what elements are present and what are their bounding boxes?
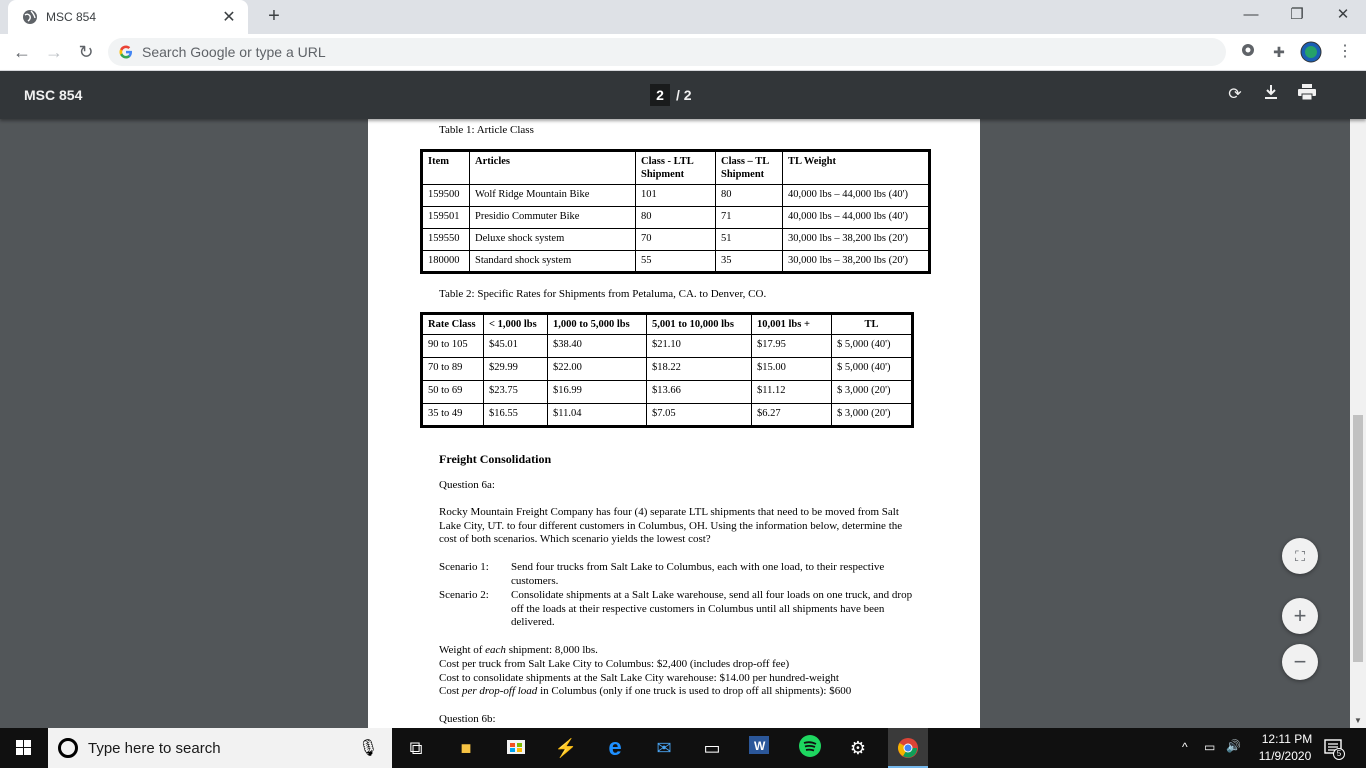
google-icon <box>118 44 134 60</box>
table1-caption: Table 1: Article Class <box>439 124 534 136</box>
table-cell: $11.12 <box>752 381 832 404</box>
table-cell: $15.00 <box>752 358 832 381</box>
clock-date[interactable]: 11/9/2020 <box>1258 749 1312 763</box>
dropoff-pre: Cost <box>439 685 462 697</box>
table-header-cell: 1,000 to 5,000 lbs <box>548 314 647 335</box>
mic-icon[interactable]: 🎙 <box>358 740 379 757</box>
scroll-thumb[interactable] <box>1353 415 1363 662</box>
table-header-cell: Rate Class <box>422 314 484 335</box>
windows-taskbar <box>0 728 1366 768</box>
table-cell: 101 <box>636 185 716 207</box>
table-row <box>422 358 913 381</box>
table-cell: Wolf Ridge Mountain Bike <box>470 185 636 207</box>
scroll-down-icon[interactable]: ▼ <box>1354 716 1362 725</box>
word-icon[interactable] <box>745 734 773 762</box>
dropoff-em: per drop-off load <box>461 685 538 697</box>
question-6b-label: Question 6b: <box>439 713 496 725</box>
table-header-cell: Class - LTL Shipment <box>636 151 716 185</box>
table-cell: $18.22 <box>647 358 752 381</box>
mail-icon[interactable]: ✉ <box>656 738 672 758</box>
table-row <box>422 404 913 427</box>
notification-count: 5 <box>1333 748 1345 760</box>
clock-time[interactable]: 12:11 PM <box>1261 732 1313 746</box>
browser-tab[interactable] <box>8 0 248 34</box>
scenario-2-text: Consolidate shipments at a Salt Lake warehouse, send all four loads on one truck, and drop off the loads at their respective customers in Columbus until all shipments have been delivered. <box>511 589 913 629</box>
tray-chevron-icon[interactable]: ^ <box>1182 740 1188 754</box>
download-icon[interactable] <box>1260 84 1282 106</box>
table-cell: 40,000 lbs – 44,000 lbs (40') <box>783 207 930 229</box>
table-cell: 159550 <box>422 229 470 251</box>
table-row <box>422 335 913 358</box>
weight-pre: Weight of <box>439 644 486 656</box>
table-cell: $ 5,000 (40') <box>832 335 913 358</box>
pdf-viewer[interactable] <box>0 119 1350 728</box>
table-cell: $21.10 <box>647 335 752 358</box>
edge-icon[interactable]: e <box>608 734 622 761</box>
zoom-in-icon[interactable]: + <box>1282 598 1318 634</box>
table-header-cell: Class – TL Shipment <box>716 151 783 185</box>
table-cell: $13.66 <box>647 381 752 404</box>
tab-title: MSC 854 <box>46 10 97 24</box>
table-header-cell: TL <box>832 314 913 335</box>
table-row <box>422 185 930 207</box>
table-cell: 70 to 89 <box>422 358 484 381</box>
rotate-icon[interactable]: ⟳ <box>1228 86 1242 103</box>
table-header-cell: 10,001 lbs + <box>752 314 832 335</box>
pdf-page <box>368 119 980 728</box>
table-cell: $38.40 <box>548 335 647 358</box>
table-cell: $ 5,000 (40') <box>832 358 913 381</box>
scenario-2-label: Scenario 2: <box>439 589 489 601</box>
table-cell: 30,000 lbs – 38,200 lbs (20') <box>783 229 930 251</box>
table-cell: 70 <box>636 229 716 251</box>
windows-start-icon[interactable] <box>0 728 48 768</box>
table-cell: $ 3,000 (20') <box>832 381 913 404</box>
table-cell: 90 to 105 <box>422 335 484 358</box>
pdf-title: MSC 854 <box>24 87 83 103</box>
table-cell: 50 to 69 <box>422 381 484 404</box>
table-row <box>422 251 930 273</box>
table-cell: $45.01 <box>484 335 548 358</box>
table-cell: 80 <box>716 185 783 207</box>
globe-icon <box>22 9 38 25</box>
table-cell: 30,000 lbs – 38,200 lbs (20') <box>783 251 930 273</box>
battery-icon[interactable]: ▭ <box>1204 740 1216 754</box>
new-tab-button[interactable]: + <box>268 5 280 27</box>
table-cell: $17.95 <box>752 335 832 358</box>
table-cell: $7.05 <box>647 404 752 427</box>
shipment-weight <box>439 644 959 658</box>
volume-icon[interactable]: 🔊 <box>1226 739 1241 753</box>
table-row <box>422 151 930 185</box>
file-explorer-icon[interactable]: ■ <box>460 738 472 758</box>
table-header-cell: Item <box>422 151 470 185</box>
scenario-1-label: Scenario 1: <box>439 561 489 573</box>
table-cell: 180000 <box>422 251 470 273</box>
minimize-button[interactable]: — <box>1243 6 1259 23</box>
kebab-menu-icon[interactable]: ⋮ <box>1337 43 1353 60</box>
table-header-cell: Articles <box>470 151 636 185</box>
puzzle-icon[interactable]: ✚ <box>1273 44 1285 60</box>
pdf-toolbar <box>0 71 1366 119</box>
table-row <box>422 229 930 251</box>
cost-dropoff <box>439 685 959 699</box>
vertical-scrollbar[interactable] <box>1350 71 1366 728</box>
table-row <box>422 381 913 404</box>
table-cell: 71 <box>716 207 783 229</box>
zoom-out-icon[interactable]: − <box>1282 644 1318 680</box>
print-icon[interactable] <box>1296 84 1318 106</box>
table-cell: $23.75 <box>484 381 548 404</box>
cost-per-truck: Cost per truck from Salt Lake City to Columbus: $2,400 (includes drop-off fee) <box>439 658 790 670</box>
table-cell: 55 <box>636 251 716 273</box>
scenario-1-text: Send four trucks from Salt Lake to Columbus, each with one load, to their respective customers. <box>511 561 885 587</box>
taskbar-search[interactable] <box>48 728 392 768</box>
table-cell: Presidio Commuter Bike <box>470 207 636 229</box>
settings-icon[interactable]: ⚙ <box>849 738 867 758</box>
table-cell: $16.99 <box>548 381 647 404</box>
table-cell: $ 3,000 (20') <box>832 404 913 427</box>
spotify-icon[interactable] <box>796 734 824 762</box>
question-6a-text: Rocky Mountain Freight Company has four (4) separate LTL shipments that need to be moved from Salt Lake City, UT. to four different customers in Columbus, OH. Using the information below, determine the cost of both scenarios. Which scenario yields the lowest cost? <box>439 506 903 546</box>
page-total: / 2 <box>676 87 692 103</box>
restore-button[interactable]: ❐ <box>1290 6 1304 23</box>
table-cell: $11.04 <box>548 404 647 427</box>
table-cell: 35 to 49 <box>422 404 484 427</box>
taskbar-search-input[interactable] <box>88 740 358 757</box>
task-view-icon[interactable]: ⧉ <box>409 738 423 758</box>
tab-strip <box>0 0 1366 34</box>
rates-table <box>420 312 914 428</box>
extension-icon[interactable] <box>1237 41 1259 63</box>
table2-caption: Table 2: Specific Rates for Shipments from Petaluma, CA. to Denver, CO. <box>439 288 767 300</box>
fit-page-icon[interactable]: ⛶ <box>1282 538 1318 574</box>
back-arrow-icon[interactable]: ← <box>13 42 31 62</box>
table-row <box>422 207 930 229</box>
tab-close-icon[interactable]: ✕ <box>222 9 236 26</box>
table-cell: Deluxe shock system <box>470 229 636 251</box>
reload-icon[interactable]: ↻ <box>78 42 94 62</box>
table-cell: $29.99 <box>484 358 548 381</box>
table-cell: 80 <box>636 207 716 229</box>
forward-arrow-icon[interactable]: → <box>45 42 63 62</box>
dropoff-post: in Columbus (only if one truck is used to drop off all shipments): $600 <box>537 685 852 697</box>
profile-avatar-icon[interactable] <box>1300 41 1322 63</box>
weight-em: each <box>485 644 506 656</box>
table-cell: $22.00 <box>548 358 647 381</box>
weight-post: shipment: 8,000 lbs. <box>505 644 598 656</box>
omnibox[interactable] <box>108 38 1226 66</box>
table-header-cell: TL Weight <box>783 151 930 185</box>
table-cell: 51 <box>716 229 783 251</box>
notification-center-icon[interactable] <box>1323 738 1347 758</box>
table-cell: $6.27 <box>752 404 832 427</box>
table-cell: 159501 <box>422 207 470 229</box>
chrome-icon[interactable] <box>888 728 928 768</box>
cortana-icon <box>58 738 78 758</box>
table-cell: 40,000 lbs – 44,000 lbs (40') <box>783 185 930 207</box>
close-window-button[interactable]: ✕ <box>1336 6 1350 23</box>
table-header-cell: < 1,000 lbs <box>484 314 548 335</box>
question-6a-label: Question 6a: <box>439 479 495 491</box>
table-cell: 35 <box>716 251 783 273</box>
browser-toolbar <box>0 34 1366 71</box>
table-row <box>422 314 913 335</box>
svg-text:W: W <box>754 739 766 753</box>
omnibox-input[interactable] <box>142 44 1042 60</box>
section-heading: Freight Consolidation <box>439 452 552 466</box>
article-class-table <box>420 149 931 274</box>
table-header-cell: 5,001 to 10,000 lbs <box>647 314 752 335</box>
table-cell: 159500 <box>422 185 470 207</box>
cost-consolidate: Cost to consolidate shipments at the Salt Lake City warehouse: $14.00 per hundred-weight <box>439 672 839 684</box>
window-icon[interactable]: ▭ <box>703 738 721 758</box>
page-number-input[interactable]: 2 <box>650 84 670 106</box>
table-cell: $16.55 <box>484 404 548 427</box>
table-cell: Standard shock system <box>470 251 636 273</box>
store-icon[interactable] <box>502 734 530 762</box>
winamp-icon[interactable]: ⚡ <box>554 738 578 758</box>
